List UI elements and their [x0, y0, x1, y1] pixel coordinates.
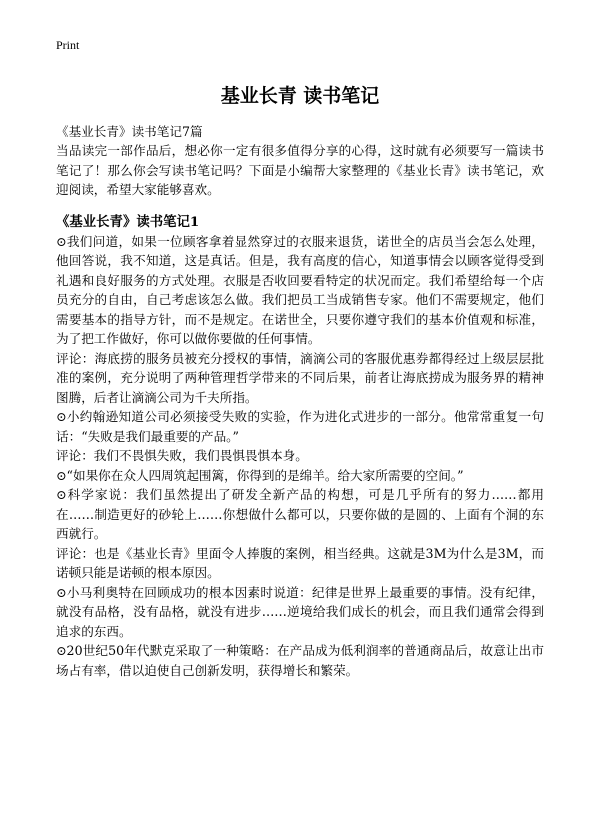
comment-paragraph: 评论：也是《基业长青》里面令人捧腹的案例，相当经典。这就是3M为什么是3M，而诺顿只能是诺顿的根本原因。: [56, 545, 544, 580]
comment-paragraph: 评论：海底捞的服务员被充分授权的事情，滴滴公司的客服优惠券都得经过上级层层批准的案例，充分说明了两种管理哲学带来的不同后果，前者让海底捞成为服务界的精神图腾，后者让滴滴公司为千夫所指。: [56, 350, 544, 405]
print-link[interactable]: Print: [56, 38, 80, 52]
comment-paragraph: 评论：我们不畏惧失败，我们畏惧畏惧本身。: [56, 448, 308, 463]
body-paragraph: ⊙小约翰逊知道公司必须接受失败的实验，作为进化式进步的一部分。他常常重复一句话：“失败是我们最重要的产品。”: [56, 409, 544, 444]
document-title: 基业长青 读书笔记: [220, 85, 380, 107]
body-paragraph: ⊙小马利奥特在回顾成功的根本因素时说道：纪律是世界上最重要的事情。没有纪律，就没有品格，没有品格，就没有进步……逆境给我们成长的机会，而且我们通常会得到追求的东西。: [56, 584, 544, 639]
body-paragraph: ⊙科学家说：我们虽然提出了研发全新产品的构想，可是几乎所有的努力……都用在……制造更好的砂轮上……你想做什么都可以，只要你做的是圆的、上面有个洞的东西就行。: [56, 487, 544, 541]
section-heading: 《基业长青》读书笔记1: [56, 213, 200, 230]
intro-paragraph: 当品读完一部作品后，想必你一定有很多值得分享的心得，这时就有必须要写一篇读书笔记了！那么你会写读书笔记吗？下面是小编帮大家整理的《基业长青》读书笔记，欢迎阅读，希望大家能够喜欢。: [56, 143, 544, 197]
body-paragraph: ⊙“如果你在众人四周筑起围篱，你得到的是绵羊。给大家所需要的空间。”: [56, 467, 464, 483]
document-subtitle: 《基业长青》读书笔记7篇: [56, 124, 203, 139]
body-paragraph: ⊙20世纪50年代默克采取了一种策略：在产品成为低利润率的普通商品后，故意让出市场占有率，借以迫使自己创新发明，获得增长和繁荣。: [56, 643, 544, 678]
body-paragraph: ⊙我们问道，如果一位顾客拿着显然穿过的衣服来退货，诺世全的店员当会怎么处理，他回答说，我不知道，这是真话。但是，我有高度的信心，知道事情会以顾客觉得受到礼遇和良好服务的方式处理。衣服是否收回要看特定的状况而定。我们希望给每一个店员充分的自由，自己考虑该怎么做。我们把员工当成销售专家。他们不需要规定，他们需要基本的指导方针，而不是规定。在诺世全，只要你遵守我们的基本价值观和标准，为了把工作做好，你可以做你要做的任何事情。: [56, 233, 544, 346]
